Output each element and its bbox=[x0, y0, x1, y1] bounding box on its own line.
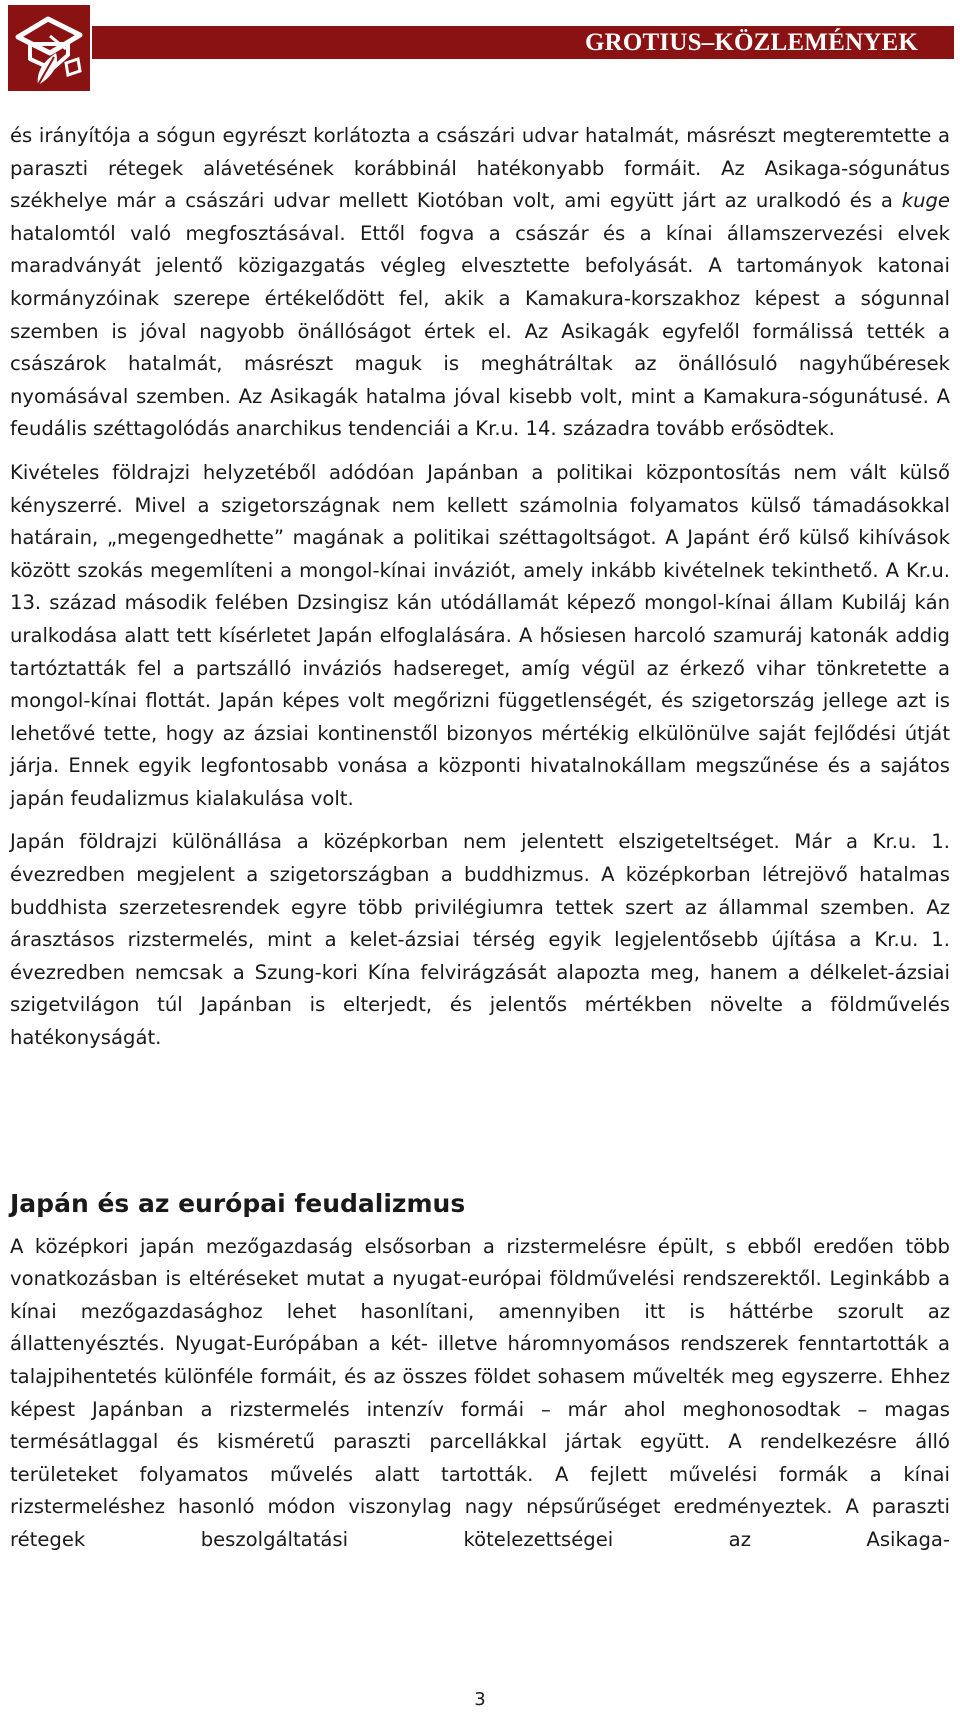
page-header bbox=[0, 0, 960, 96]
paragraph-3 bbox=[10, 826, 950, 1054]
text-run: Kivételes földrajzi helyzetéből adódóan Japánban a politikai központosítás nem vált külső kényszerré. Mivel a szigetországnak nem kellett számolnia folyamatos külső támadásokkal határain, „megengedhette” magának a politikai széttagoltságot. A Japánt érő külső kihívások között szokás megemlíteni a mongol-kínai inváziót, amely inkább kivételnek tekinthető. A Kr.u. 13. század második felében Dzsingisz kán utódállamát képező mongol-kínai állam Kubiláj kán uralkodása alatt tett kísérletet Japán elfoglalására. A hősiesen harcoló szamuráj katonák addig tartóztatták fel a partszálló inváziós hadsereget, amíg végül az érkező vihar tönkretette a mongol-kínai flottát. Japán képes volt megőrizni függetlenségét, és szigetország jellege azt is lehetővé tette, hogy az ázsiai kontinenstől bizonyos mértékig elkülönülve saját fejlődési útját járja. Ennek egyik legfontosabb vonása a központi hivatalnokállam megszűnése és a sajátos japán feudalizmus kialakulása volt. bbox=[10, 460, 950, 810]
text-run: és irányítója a sógun egyrészt korlátozta a császári udvar hatalmát, másrészt megteremtette a paraszti rétegek alávetésének korábbinál hatékonyabb formáit. Az Asikaga-sógunátus székhelye már a császári udvar mellett Kiotóban volt, ami együtt járt az uralkodó és a bbox=[10, 124, 950, 213]
journal-title: GROTIUS–KÖZLEMÉNYEK bbox=[584, 29, 918, 56]
text-run: hatalomtól való megfosztásával. Ettől fogva a császár és a kínai államszervezési elvek maradványát jelentő közigazgatás végleg elvesztette befolyását. A tartományok katonai kormányzóinak szerepe értékelődött fel, akik a Kamakura-korszakhoz képest a sógunnal szemben is jóval nagyobb önállóságot értek el. Az Asikagák egyfelől formálissá tették a császárok hatalmát, másrészt maguk is meghátráltak az önállósuló nagyhűbéresek nyomásával szemben. Az Asikagák hatalma jóval kisebb volt, mint a Kamakura-sógunátusé. A feudális széttagolódás anarchikus tendenciái a Kr.u. 14. századra tovább erősödtek. bbox=[10, 221, 950, 441]
mortarboard-quill-logo-icon bbox=[8, 5, 90, 91]
page-number: 3 bbox=[474, 1689, 486, 1710]
paragraph-2 bbox=[10, 457, 950, 816]
section-heading: Japán és az európai feudalizmus bbox=[10, 1188, 466, 1218]
italic-term: kuge bbox=[901, 189, 950, 213]
section-paragraph: A középkori japán mezőgazdaság elsősorban a rizstermelésre épült, s ebből eredően több vonatkozásban is eltéréseket mutat a nyugat-európai földművelési rendszerektől. Leginkább a kínai mezőgazdasághoz lehet hasonlítani, amennyiben itt is háttérbe szorult az állattenyésztés. Nyugat-Európában a két- illetve háromnyomásos rendszerek fenntartották a talajpihentetés különféle formáit, és az összes földet sohasem művelték meg egyszerre. Ehhez képest Japánban a rizstermelés intenzív formái – már ahol meghonosodtak – magas termésátlaggal és kisméretű paraszti parcellákkal jártak együtt. A rendelkezésre álló területeket folyamatos művelés alatt tartották. A fejlett művelési formák a kínai rizstermeléshez hasonló módon viszonylag nagy népsűrűséget eredményeztek. A paraszti rétegek beszolgáltatási kötelezettségei az Asikaga- bbox=[10, 1234, 950, 1551]
text-run: Japán földrajzi különállása a középkorban nem jelentett elszigeteltséget. Már a Kr.u. 1. évezredben megjelent a szigetországban a buddhizmus. A középkorban létrejövő hatalmas buddhista szerzetesrendek egyre több privilégiumra tettek szert az állammal szemben. Az árasztásos rizstermelés, mint a kelet-ázsiai térség egyik legjelentősebb újítása a Kr.u. 1. évezredben nemcsak a Szung-kori Kína felvirágzását alapozta meg, hanem a délkelet-ázsiai szigetvilágon túl Japánban is elterjedt, és jelentős mértékben növelte a földművelés hatékonyságát. bbox=[10, 830, 950, 1050]
paragraph-1 bbox=[10, 120, 950, 446]
header-bar bbox=[92, 26, 954, 59]
article-body bbox=[10, 120, 950, 1557]
